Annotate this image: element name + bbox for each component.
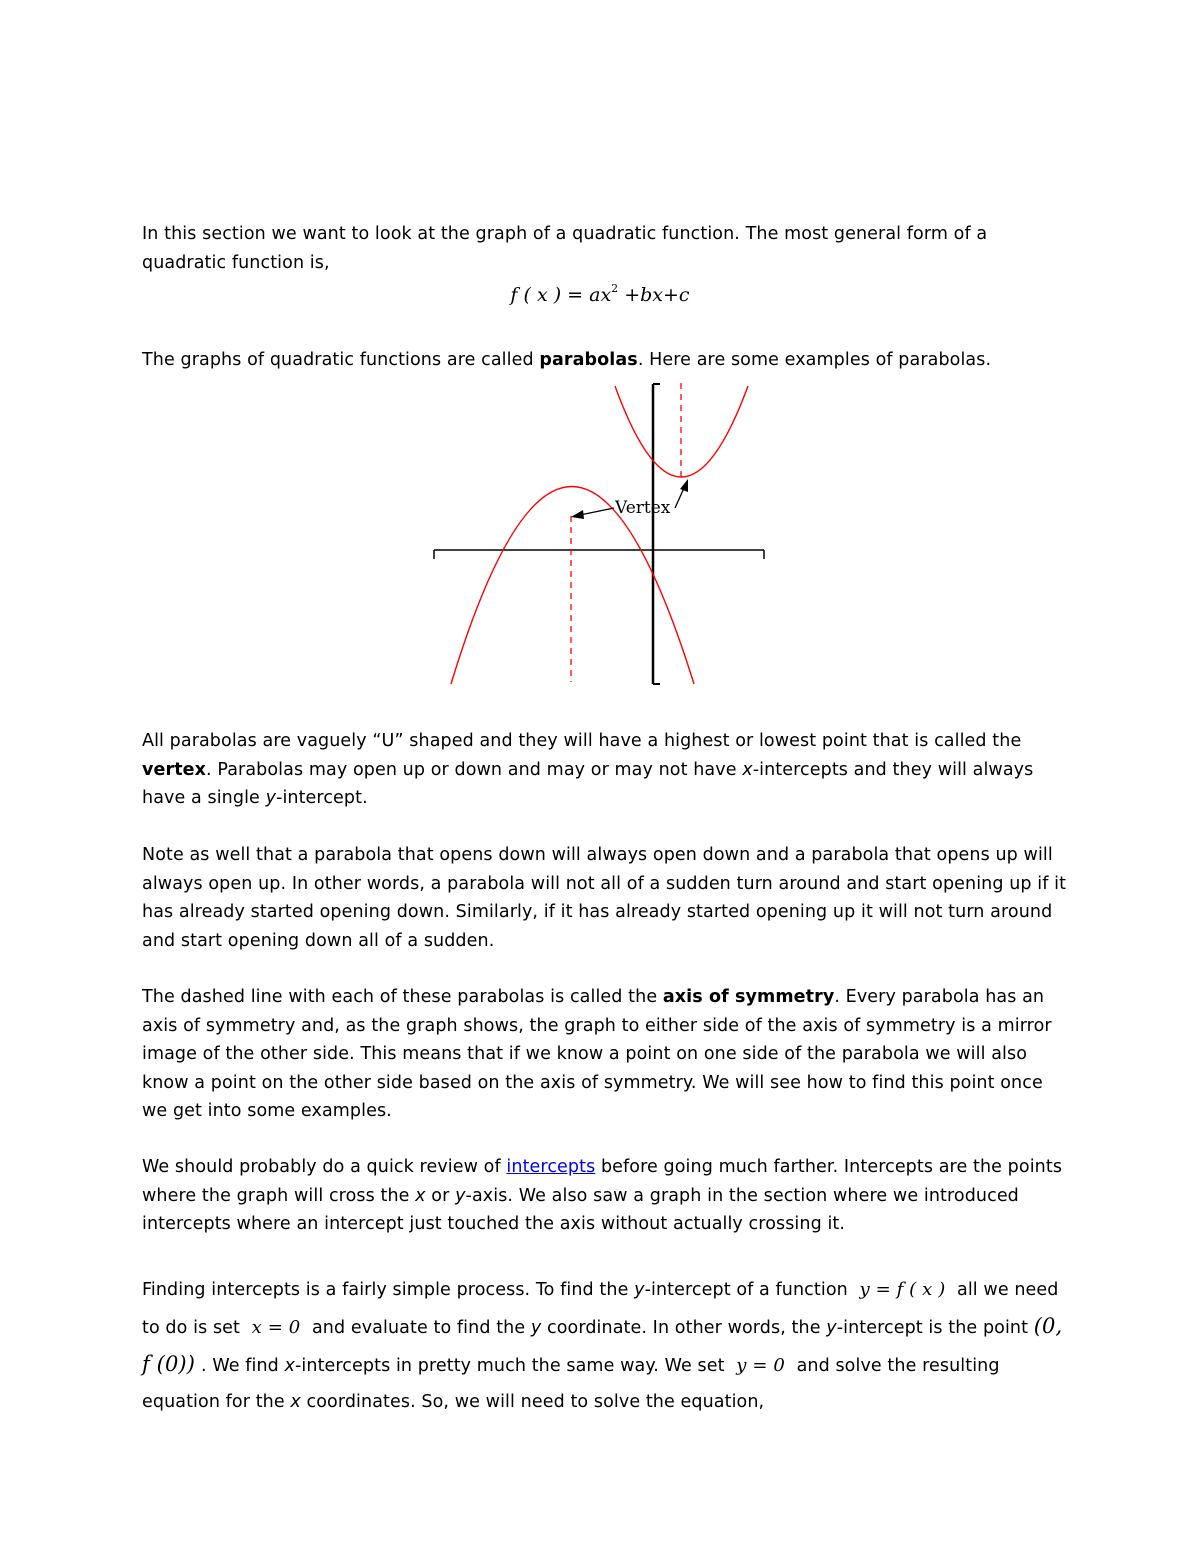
- math-y-equals-f-of-x: y = f ( x ): [859, 1279, 946, 1300]
- intercepts-link[interactable]: intercepts: [506, 1157, 596, 1177]
- opening-direction-paragraph: [142, 841, 1072, 955]
- p4-text: Note as well that a parabola that opens down will always open down and a parabola that opens up will always open up. In other words, a parabola will not all of a sudden turn around and start opening up if it has already started opening down. Similarly, if it has already started opening up it will not turn around and start opening down all of a sudden.: [142, 845, 1067, 951]
- p3-text-1: All parabolas are vaguely “U” shaped and they will have a highest or lowest point that is called the: [142, 731, 1022, 751]
- p3-text-2: . Parabolas may open up or down and may or may not have: [206, 759, 743, 780]
- p7-text-10: coordinates. So, we will need to solve the equation,: [300, 1392, 765, 1412]
- parabolas-paragraph: [142, 346, 1072, 375]
- p6-text-1: We should probably do a quick review of: [142, 1157, 507, 1177]
- quadratic-general-form: [0, 282, 1200, 306]
- intro-paragraph: [142, 220, 1072, 277]
- p7-text-8: -intercepts in pretty much the same way. We set: [295, 1356, 731, 1376]
- p7-text-3: all we need to do is set: [142, 1280, 1059, 1338]
- vertex-paragraph: [142, 727, 1072, 813]
- finding-intercepts-paragraph: [142, 1272, 1072, 1420]
- intercepts-paragraph: [142, 1153, 1072, 1239]
- parabola-examples-figure: [420, 378, 780, 694]
- p5-text-1: The dashed line with each of these parabolas is called the: [142, 987, 663, 1007]
- formula-lhs: f ( x ) = ax: [510, 284, 612, 306]
- p7-text-7: . We find: [201, 1356, 285, 1376]
- math-y-equals-0: y = 0: [736, 1355, 785, 1376]
- p7-text-1: Finding intercepts is a fairly simple process. To find the: [142, 1280, 635, 1300]
- formula-rhs: +bx+c: [618, 284, 690, 306]
- formula-exponent: 2: [611, 282, 619, 295]
- vertex-arrow-right: [675, 479, 688, 508]
- p7-text-2: -intercept of a function: [644, 1280, 854, 1300]
- p6-text-4: -axis. We also saw a graph in the section where we introduced intercepts where an intercept just touched the axis without actually crossing it.: [142, 1185, 1019, 1234]
- p6-text-2: before going much farther. Intercepts are the points where the graph will cross the: [142, 1157, 1063, 1206]
- y-axis: [653, 384, 660, 684]
- p7-y3: y: [826, 1318, 837, 1338]
- vertex-label: Vertex: [615, 498, 671, 518]
- p7-text-4: and evaluate to find the: [306, 1318, 531, 1338]
- x-axis: [434, 550, 764, 559]
- p6-x: x: [415, 1185, 426, 1206]
- intro-text: In this section we want to look at the graph of a quadratic function. The most general form of a quadratic function is,: [142, 224, 988, 273]
- p7-y2: y: [530, 1318, 542, 1338]
- p6-text-3: or: [425, 1185, 456, 1206]
- math-x-equals-0: x = 0: [251, 1317, 301, 1338]
- p7-text-6: -intercept is the point: [836, 1318, 1034, 1338]
- p6-y: y: [455, 1185, 466, 1206]
- math-point-0-f0: (0, f (0)): [142, 1314, 1063, 1376]
- vertex-term: vertex: [142, 759, 207, 780]
- axis-of-symmetry-paragraph: [142, 983, 1072, 1126]
- p2-text-1: The graphs of quadratic functions are called: [142, 350, 540, 370]
- p7-y1: y: [634, 1280, 645, 1300]
- p7-text-5: coordinate. In other words, the: [541, 1318, 827, 1338]
- p3-text-4: -intercept.: [276, 788, 368, 808]
- p3-text-3: -intercepts and they will always have a single: [142, 759, 1034, 808]
- p7-text-9: and solve the resulting equation for the: [142, 1356, 1000, 1412]
- p2-text-2: . Here are some examples of parabolas.: [637, 350, 992, 370]
- p3-y: y: [265, 788, 277, 808]
- axis-of-symmetry-term: axis of symmetry: [662, 987, 835, 1007]
- parabolas-term: parabolas: [539, 350, 638, 370]
- p5-text-2: . Every parabola has an axis of symmetry and, as the graph shows, the graph to either side of the axis of symmetry is a mirror image of the other side. This means that if we know a point on one side of the parabola we will also know a point on the other side based on the axis of symmetry. We will see how to find this point once we get into some examples.: [142, 987, 1052, 1121]
- p7-x1: x: [284, 1356, 295, 1376]
- vertex-arrow-left: [571, 508, 614, 519]
- p7-x2: x: [290, 1392, 301, 1412]
- p3-x: x: [742, 759, 753, 780]
